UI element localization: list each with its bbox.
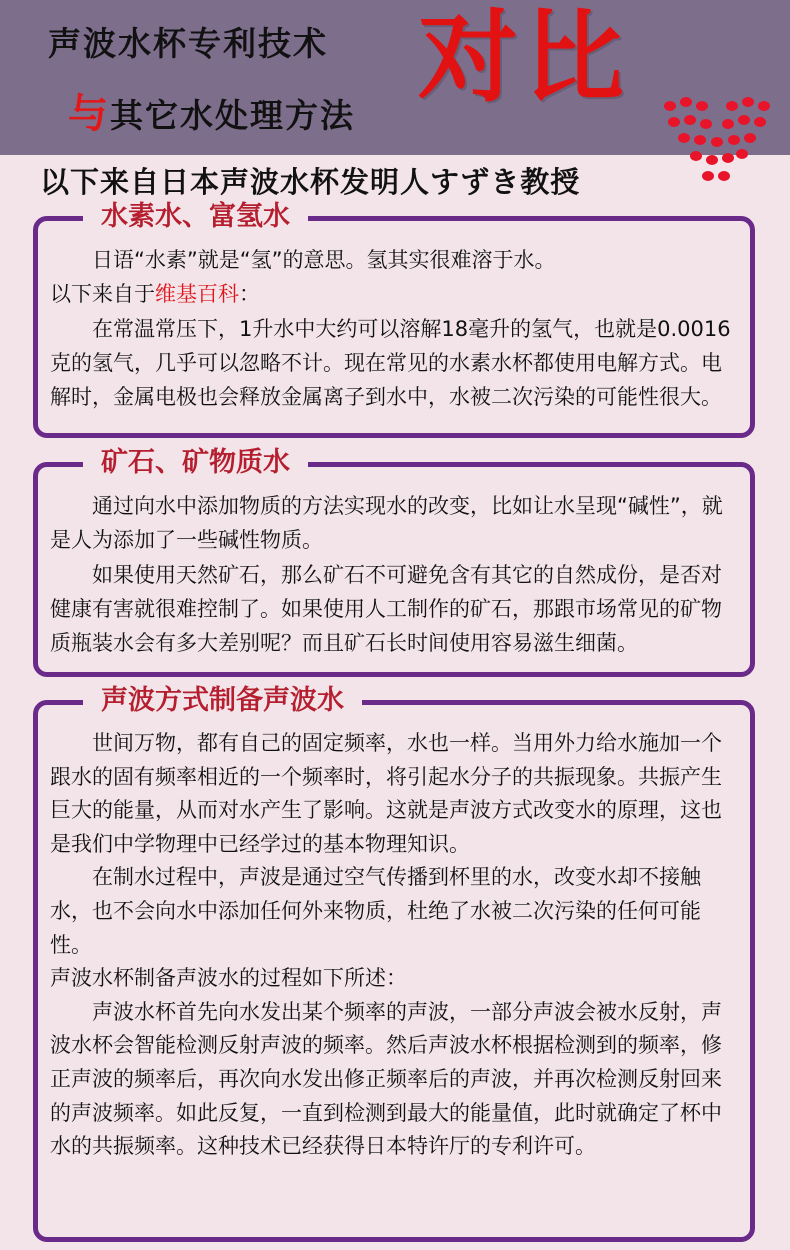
section-title: 水素水、富氢水: [83, 199, 308, 235]
paragraph: 在制水过程中，声波是通过空气传播到杯里的水，改变水却不接触水，也不会向水中添加任何外来物质，杜绝了水被二次污染的任何可能性。: [50, 865, 701, 957]
paragraph: 如果使用天然矿石，那么矿石不可避免含有其它的自然成份，是否对健康有害就很难控制了。如果使用人工制作的矿石，那跟市场常见的矿物质瓶装水会有多大差别呢？而且矿石长时间使用容易滋生细菌。: [50, 562, 722, 656]
paragraph: 声波水杯制备声波水的过程如下所述：: [50, 966, 407, 991]
paragraph: 世间万物，都有自己的固定频率，水也一样。当用外力给水施加一个跟水的固有频率相近的一个频率时，将引起水分子的共振现象。共振产生巨大的能量，从而对水产生了影响。这就是声波方式改变水的原理，这也是我们中学物理中已经学过的基本物理知识。: [50, 731, 722, 856]
wikipedia-highlight: 维基百科: [155, 282, 239, 307]
section-hydrogen-water: [33, 201, 755, 438]
section-mineral-water: [33, 447, 755, 677]
section-body: [50, 243, 738, 414]
section-sonic-water: [33, 685, 755, 1242]
header-yu: 与: [68, 91, 110, 137]
header-line2-text: 其它水处理方法: [110, 96, 355, 135]
dotted-heart-icon: [660, 92, 775, 192]
paragraph: 日语“水素”就是“氢”的意思。氢其实很难溶于水。: [92, 248, 556, 272]
header-big-title: 对比: [418, 0, 630, 116]
paragraph: 声波水杯首先向水发出某个频率的声波，一部分声波会被水反射，声波水杯会智能检测反射声波的频率。然后声波水杯根据检测到的频率，修正声波的频率后，再次向水发出修正频率后的声波，并再次检测反射回来的声波频率。如此反复，一直到检测到最大的能量值，此时就确定了杯中水的共振频率。这种技术已经获得日本特许厅的专利许可。: [50, 999, 722, 1159]
section-title: 矿石、矿物质水: [83, 445, 308, 481]
source-suffix: ：: [239, 282, 260, 307]
header-line1: 声波水杯专利技术: [48, 24, 328, 63]
source-prefix: 以下来自于: [50, 282, 155, 307]
section-body: [50, 489, 738, 660]
paragraph: 通过向水中添加物质的方法实现水的改变，比如让水呈现“碱性”，就是人为添加了一些碱性物质。: [50, 494, 723, 553]
section-title: 声波方式制备声波水: [83, 683, 362, 719]
header-line2: [68, 82, 355, 139]
subtitle: 以下来自日本声波水杯发明人すずき教授: [40, 165, 581, 199]
section-body: [50, 727, 738, 1164]
paragraph-source: [50, 277, 738, 311]
paragraph: 在常温常压下，1升水中大约可以溶解18毫升的氢气，也就是0.0016克的氢气，几乎可以忽略不计。现在常见的水素水杯都使用电解方式。电解时，金属电极也会释放金属离子到水中，水被二次污染的可能性很大。: [50, 316, 731, 410]
